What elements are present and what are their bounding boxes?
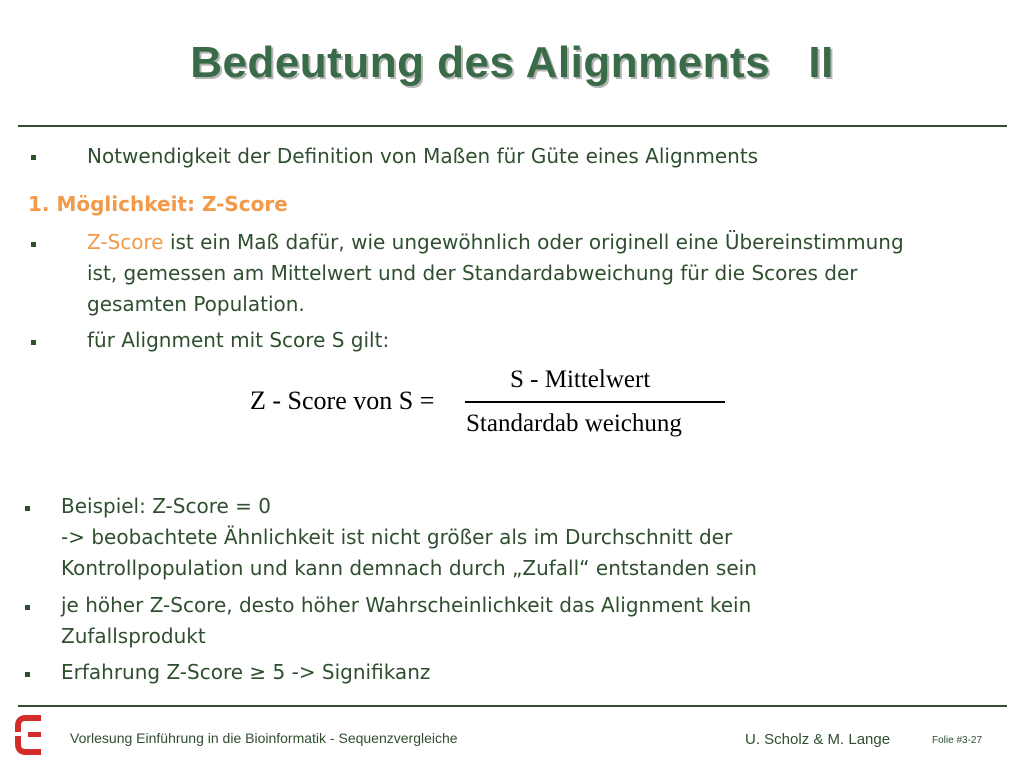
formula-lhs: Z - Score von S = — [250, 386, 435, 415]
bullet-marker — [31, 340, 36, 345]
zscore-definition-line3: gesamten Population. — [87, 292, 305, 316]
example-line1: Beispiel: Z-Score = 0 — [61, 494, 271, 518]
higher-zscore-line1: je höher Z-Score, desto höher Wahrscheinlichkeit das Alignment kein — [61, 593, 752, 617]
footer-authors: U. Scholz & M. Lange — [745, 731, 891, 748]
experience-bullet: Erfahrung Z-Score ≥ 5 -> Signifikanz — [61, 660, 431, 684]
formula-fraction-bar — [465, 401, 725, 403]
footer-lecture: Vorlesung Einführung in die Bioinformatik - Sequenzvergleiche — [70, 730, 458, 746]
zscore-definition-line2: ist, gemessen am Mittelwert und der Standardabweichung für die Scores der — [87, 261, 858, 285]
slide-title: Bedeutung des Alignments II — [190, 38, 834, 87]
footer-divider — [18, 705, 1007, 707]
alignment-bullet: für Alignment mit Score S gilt: — [87, 328, 390, 352]
ipk-logo-icon — [14, 714, 44, 756]
section-heading: 1. Möglichkeit: Z-Score — [28, 192, 288, 216]
bullet-notwendigkeit: Notwendigkeit der Definition von Maßen für Güte eines Alignments — [87, 144, 759, 168]
bullet-marker — [31, 155, 36, 160]
higher-zscore-line2: Zufallsprodukt — [61, 624, 206, 648]
bullet-marker — [25, 672, 30, 677]
bullet-marker — [25, 506, 30, 511]
bullet-marker — [25, 605, 30, 610]
zscore-definition-line1 — [87, 227, 904, 258]
zscore-definition-rest: ist ein Maß dafür, wie ungewöhnlich oder originell eine Übereinstimmung — [163, 230, 904, 254]
example-line2: -> beobachtete Ähnlichkeit ist nicht größer als im Durchschnitt der — [61, 525, 733, 549]
formula-denominator: Standardab weichung — [466, 410, 682, 437]
bullet-marker — [31, 242, 36, 247]
zscore-highlight: Z-Score — [87, 230, 164, 254]
example-line3: Kontrollpopulation und kann demnach durch „Zufall“ entstanden sein — [61, 556, 757, 580]
footer-folio: Folie #3-27 — [932, 735, 983, 746]
formula-numerator: S - Mittelwert — [510, 366, 651, 393]
title-divider — [18, 125, 1007, 127]
